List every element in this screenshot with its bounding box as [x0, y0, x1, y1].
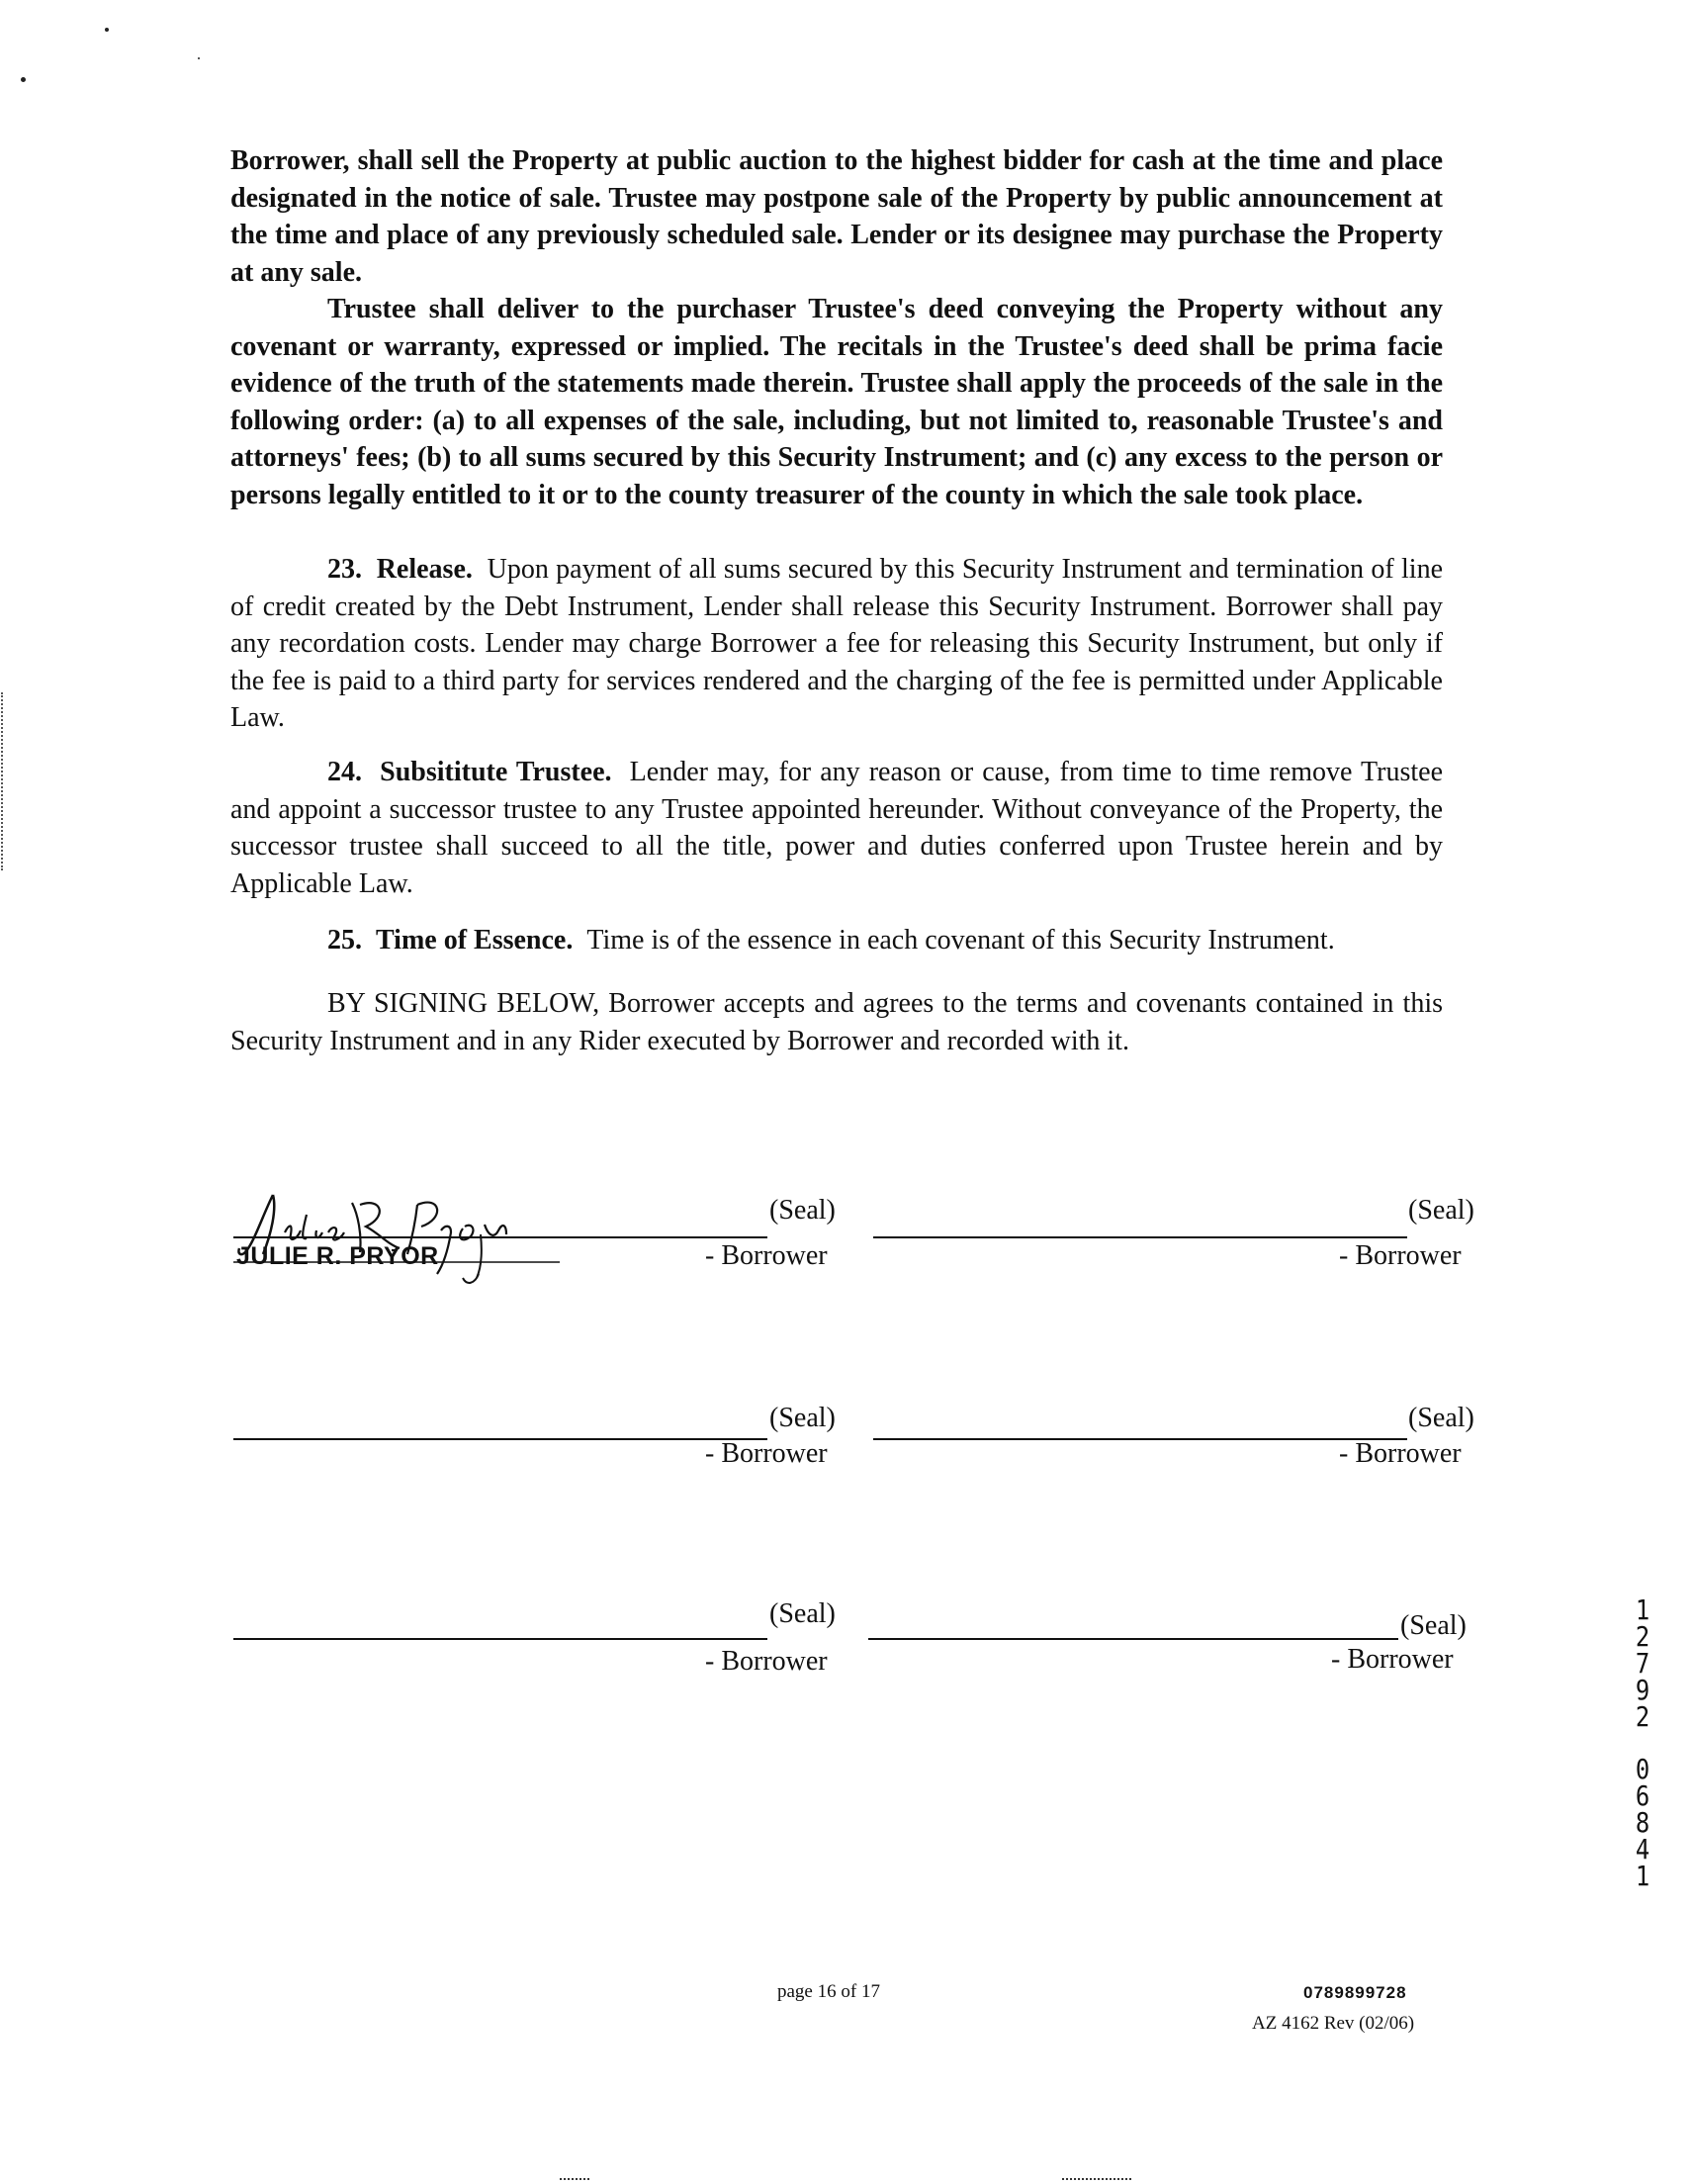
section-23-heading: Release.	[376, 554, 473, 585]
section-23-body: Upon payment of all sums secured by this Security Instrument and termination of line of credit created by the Debt Instrument, Lender shall release this Security Instrument. Borrower shall pay any recordation costs. Lender may charge Borrower a fee for releasing this Security Instrument, but only if the fee is paid to a third party for services rendered and the charging of the fee is permitted under Applicable Law.	[230, 554, 1444, 733]
scan-edge-mark	[560, 2178, 589, 2180]
signer-printed-name: JULIE R. PRYOR	[236, 1242, 439, 1270]
stamp-digit: 7	[1635, 1647, 1650, 1680]
loan-number: 0789899728	[1303, 1983, 1407, 2002]
stamp-digit: 1	[1635, 1593, 1650, 1626]
stamp-digit: 8	[1635, 1806, 1650, 1839]
stamp-digit: 2	[1635, 1620, 1650, 1653]
borrower-label: - Borrower	[1339, 1240, 1462, 1271]
signature-line	[873, 1438, 1407, 1440]
section-23-release	[230, 551, 1443, 737]
seal-label: (Seal)	[1408, 1403, 1474, 1433]
section-25-number: 25.	[327, 925, 362, 956]
section-24-substitute-trustee	[230, 754, 1443, 902]
section-24-body: Lender may, for any reason or cause, from time to time remove Trustee and appoint a successor trustee to any Trustee appointed hereunder. Without conveyance of the Property, the successor trustee shall succeed to all the title, power and duties conferred upon Trustee herein and by Applicable Law.	[230, 757, 1444, 899]
section-23-number: 23.	[327, 554, 362, 585]
scan-speck	[21, 77, 26, 82]
borrower-label: - Borrower	[705, 1240, 828, 1271]
section-25-heading: Time of Essence.	[376, 925, 574, 956]
seal-label: (Seal)	[1400, 1610, 1467, 1641]
section-24-number: 24.	[327, 757, 362, 787]
signature-line	[873, 1236, 1407, 1238]
signing-statement: BY SIGNING BELOW, Borrower accepts and agrees to the terms and covenants contained in this Security Instrument and in any Rider executed by Borrower and recorded with it.	[230, 988, 1443, 1056]
section-25-body: Time is of the essence in each covenant of this Security Instrument.	[586, 925, 1335, 956]
paragraph-trustee-deed: Trustee shall deliver to the purchaser Trustee's deed conveying the Property without any covenant or warranty, expressed or implied. The recitals in the Trustee's deed shall be prima facie evidence of the truth of the statements made therein. Trustee shall apply the proceeds of the sale in the following order: (a) to all expenses of the sale, including, but not limited to, reasonable Trustee's and attorneys' fees; (b) to all sums secured by this Security Instrument; and (c) any excess to the person or persons legally entitled to it or to the county treasurer of the county in which the sale took place.	[230, 294, 1443, 510]
seal-label: (Seal)	[769, 1598, 836, 1629]
seal-label: (Seal)	[769, 1403, 836, 1433]
signature-line	[233, 1236, 767, 1238]
section-24-heading: Subsititute Trustee.	[380, 757, 612, 787]
signature-line	[868, 1638, 1398, 1640]
paragraph-sale-continuation: Borrower, shall sell the Property at public auction to the highest bidder for cash at the time and place designated in the notice of sale. Trustee may postpone sale of the Property by public announcement at the time and place of any previously scheduled sale. Lender or its designee may purchase the Property at any sale.	[230, 145, 1443, 288]
signature-line	[233, 1638, 767, 1640]
stamp-digit: 1	[1635, 1860, 1650, 1892]
seal-label: (Seal)	[1408, 1195, 1474, 1226]
stamp-digit: 0	[1635, 1753, 1650, 1785]
signature-line	[233, 1438, 767, 1440]
stamp-digit: 9	[1635, 1674, 1650, 1706]
section-25-time-of-essence	[230, 922, 1443, 959]
stamp-digit: 4	[1635, 1833, 1650, 1866]
borrower-label: - Borrower	[1331, 1644, 1454, 1675]
page-number: page 16 of 17	[777, 1981, 880, 2002]
scan-edge-mark	[1, 692, 3, 870]
borrower-label: - Borrower	[1339, 1438, 1462, 1469]
borrower-label: - Borrower	[705, 1438, 828, 1469]
seal-label: (Seal)	[769, 1195, 836, 1226]
scan-speck	[105, 28, 109, 32]
scan-edge-mark	[1062, 2178, 1131, 2180]
recording-stamp	[1628, 1593, 1657, 1892]
stamp-digit: 6	[1635, 1779, 1650, 1812]
borrower-label: - Borrower	[705, 1646, 828, 1677]
form-id: AZ 4162 Rev (02/06)	[1252, 2013, 1415, 2034]
scan-speck	[198, 57, 200, 59]
stamp-digit: 2	[1635, 1700, 1650, 1733]
